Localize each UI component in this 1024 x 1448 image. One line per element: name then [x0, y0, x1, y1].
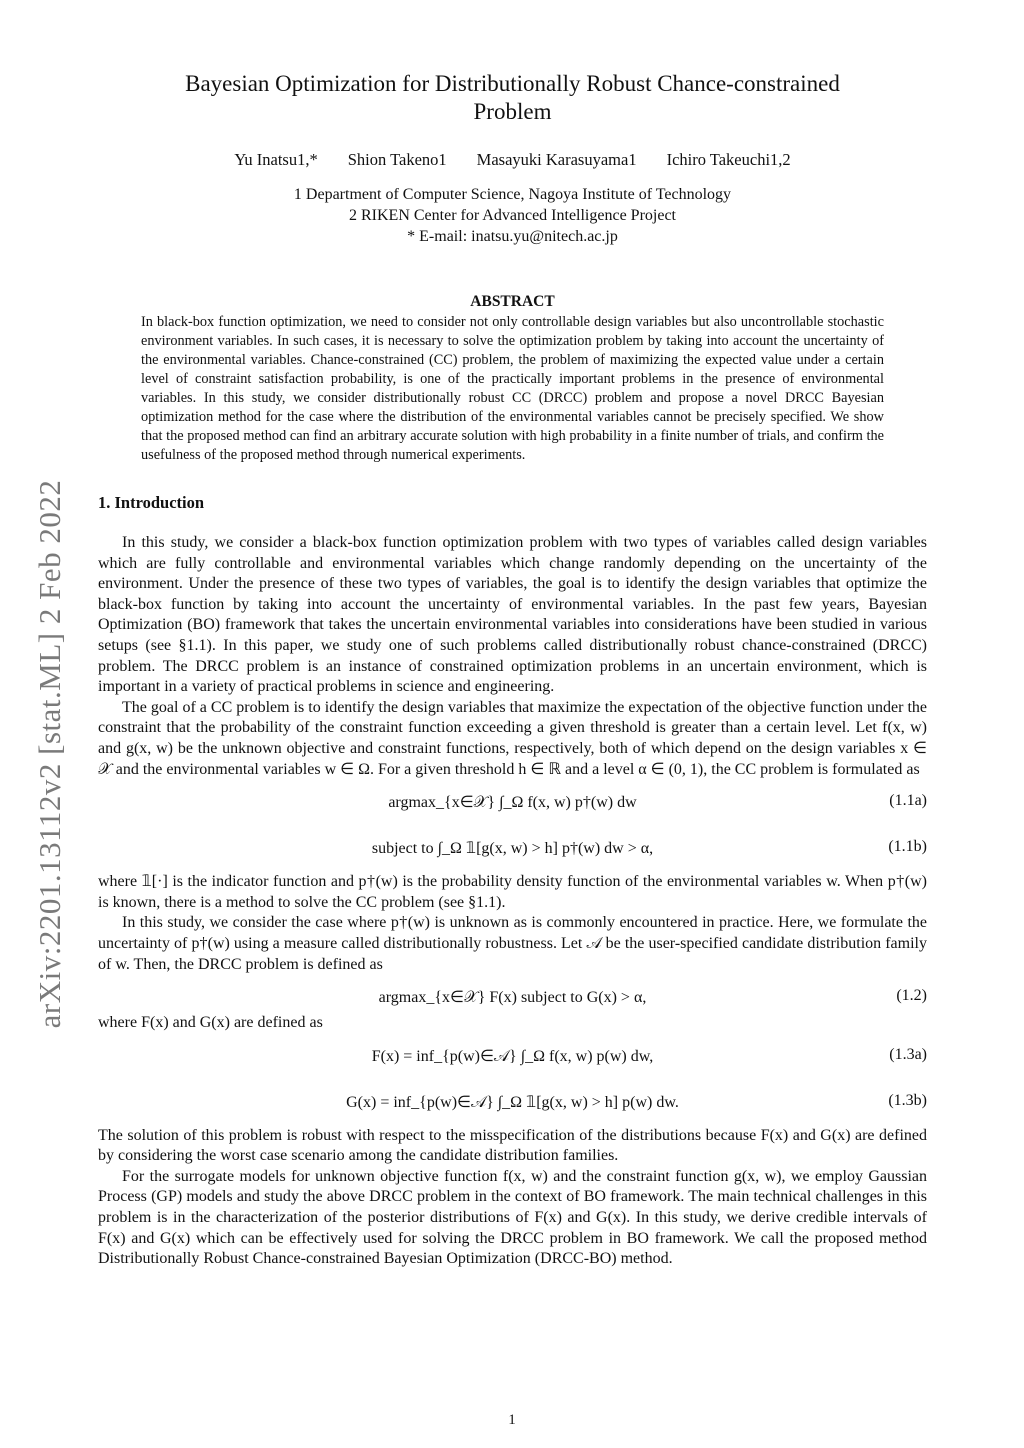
page-number: 1 — [508, 1412, 516, 1428]
equation-body: argmax_{x∈𝒳} F(x) subject to G(x) > α, — [378, 989, 647, 1007]
equation-label: (1.3b) — [888, 1091, 927, 1109]
equation — [98, 975, 927, 1013]
equation-body: F(x) = inf_{p(w)∈𝒜} ∫_Ω f(x, w) p(w) dw, — [371, 1047, 654, 1065]
affiliations — [98, 184, 927, 247]
paper-title: Bayesian Optimization for Distributionally Robust Chance-constrained Problem — [185, 71, 840, 124]
author: Shion Takeno1 — [347, 150, 447, 169]
equation — [98, 1080, 927, 1126]
contact-email: * E-mail: inatsu.yu@nitech.ac.jp — [407, 228, 618, 245]
paper-page — [98, 64, 927, 1270]
author: Masayuki Karasuyama1 — [476, 150, 637, 169]
paragraph: The solution of this problem is robust with respect to the misspecification of the distributions because F(x) and G(x) are defined by considering the worst case scenario among the candidate distribution families. — [98, 1126, 927, 1165]
equation-label: (1.1b) — [888, 838, 927, 856]
equation — [98, 1034, 927, 1080]
equation-body: argmax_{x∈𝒳} ∫_Ω f(x, w) p†(w) dw — [388, 794, 637, 812]
paragraph: In this study, we consider a black-box function optimization problem with two types of variables called design variables which are fully controllable and environmental variables which change randomly depending on the uncertainty of the environment. Under the presence of these two types of variables, the goal is to identify the design variables that optimize the black-box function by taking into account the uncertainty of environmental variables. In the past few years, Bayesian Optimization (BO) framework that takes the uncertain environmental variables into considerations have been studied in various setups (see §1.1). In this paper, we study one of such problems called distributionally robust chance-constrained (DRCC) problem. The DRCC problem is an instance of constrained optimization problems in an uncertain environment, which is important in a variety of practical problems in science and engineering. — [98, 534, 927, 696]
paragraph: For the surrogate models for unknown objective function f(x, w) and the constraint function g(x, w), we employ Gaussian Process (GP) models and study the above DRCC problem in the context of BO framework. The main technical challenges in this problem is in the characterization of the posterior distributions of F(x) and G(x). In this study, we derive credible intervals of F(x) and G(x) which can be effectively used for solving the DRCC problem in BO framework. We call the proposed method Distributionally Robust Chance-constrained Bayesian Optimization (DRCC-BO) method. — [98, 1167, 927, 1268]
section-heading: 1. Introduction — [98, 493, 205, 512]
paragraph: In this study, we consider the case where p†(w) is unknown as is commonly encountered in practice. Here, we formulate the uncertainty of p†(w) using a measure called distributionally robustness. Let 𝒜 be the user-specified candidate distribution family of w. Then, the DRCC problem is defined as — [98, 914, 927, 973]
arxiv-stamp — [28, 448, 72, 1060]
equation-label: (1.1a) — [889, 792, 927, 810]
paragraph: where F(x) and G(x) are defined as — [98, 1014, 323, 1032]
abstract-heading: ABSTRACT — [470, 293, 555, 310]
equation-label: (1.3a) — [889, 1045, 927, 1063]
arxiv-id: arXiv:2201.13112v2 [stat.ML] 2 Feb 2022 — [32, 479, 67, 1029]
equation — [98, 780, 927, 826]
equation — [98, 826, 927, 872]
equation-label: (1.2) — [896, 987, 927, 1005]
abstract-text: In black-box function optimization, we need to consider not only controllable design variables but also uncontrollable stochastic environment variables. In such cases, it is necessary to solve the optimization problem by taking into account the uncertainty of the environmental variables. Chance-constrained (CC) problem, the problem of maximizing the expected value under a certain level of constraint satisfaction probability, is one of the practically important problems in the presence of environmental variables. In this study, we consider distributionally robust CC (DRCC) problem and propose a novel DRCC Bayesian optimization method for the case where the distribution of the environmental variables cannot be precisely specified. We show that the proposed method can find an arbitrary accurate solution with high probability in a finite number of trials, and confirm the usefulness of the proposed method through numerical experiments. — [141, 314, 884, 463]
affiliation: 2 RIKEN Center for Advanced Intelligence Project — [349, 207, 676, 224]
author: Ichiro Takeuchi1,2 — [666, 150, 791, 169]
equation-body: subject to ∫_Ω 𝟙[g(x, w) > h] p†(w) dw > α, — [371, 840, 654, 858]
author-list — [98, 150, 927, 170]
author: Yu Inatsu1,* — [234, 150, 318, 169]
paragraph: The goal of a CC problem is to identify the design variables that maximize the expectation of the objective function under the constraint that the probability of the constraint function exceeding a given threshold is greater than a certain level. Let f(x, w) and g(x, w) be the unknown objective and constraint functions, respectively, both of which depend on the design variables x ∈ 𝒳 and the environmental variables w ∈ Ω. For a given threshold h ∈ ℝ and a level α ∈ (0, 1), the CC problem is formulated as — [98, 698, 927, 778]
paragraph: where 𝟙[·] is the indicator function and p†(w) is the probability density function of the environmental variables w. When p†(w) is known, there is a method to solve the CC problem (see §1.1). — [98, 873, 927, 911]
equation-body: G(x) = inf_{p(w)∈𝒜} ∫_Ω 𝟙[g(x, w) > h] p(w) dw. — [346, 1093, 679, 1111]
affiliation: 1 Department of Computer Science, Nagoya Institute of Technology — [293, 186, 732, 203]
